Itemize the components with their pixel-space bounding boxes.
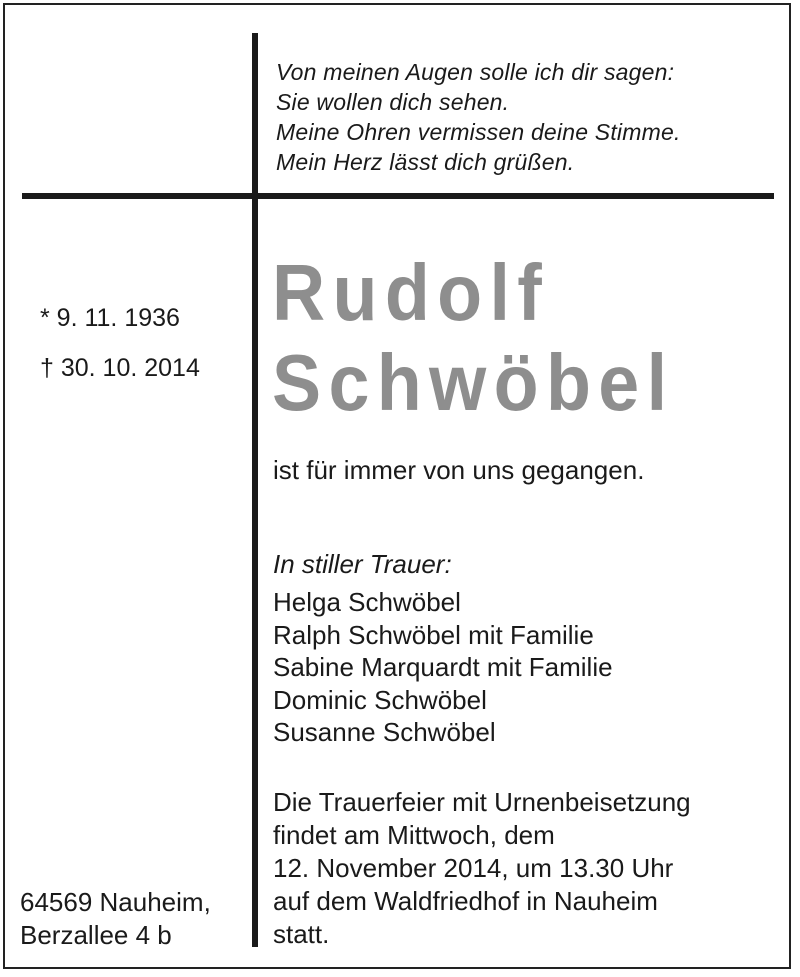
mourner-name: Dominic Schwöbel: [273, 684, 487, 715]
deceased-name: [272, 248, 674, 428]
life-dates: [40, 293, 200, 393]
mourner-name: Susanne Schwöbel: [273, 717, 496, 747]
poem-line: Sie wollen dich sehen.: [276, 89, 510, 115]
ceremony-line: auf dem Waldfriedhof in Nauheim: [273, 886, 658, 916]
poem-line: Von meinen Augen solle ich dir sagen:: [276, 59, 675, 85]
mourner-name: Ralph Schwöbel mit Familie: [273, 619, 594, 650]
mourner-name: Sabine Marquardt mit Familie: [273, 652, 613, 682]
ceremony-line: 12. November 2014, um 13.30 Uhr: [273, 853, 674, 883]
poem: [276, 57, 681, 177]
address-line: 64569 Nauheim,: [20, 887, 211, 917]
deceased-first-name: Rudolf: [272, 248, 550, 337]
ceremony-line: statt.: [273, 919, 330, 949]
deceased-last-name: Schwöbel: [272, 338, 675, 427]
address-line: Berzallee 4 b: [20, 920, 172, 950]
mourner-name: Helga Schwöbel: [273, 587, 461, 617]
ceremony-line: Die Trauerfeier mit Urnenbeisetzung: [273, 787, 691, 817]
death-date: † 30. 10. 2014: [40, 354, 200, 382]
mourning-title: In stiller Trauer:: [273, 549, 452, 579]
mourner-list: [273, 586, 613, 749]
poem-line: Meine Ohren vermissen deine Stimme.: [276, 119, 681, 145]
birth-date: * 9. 11. 1936: [40, 304, 180, 332]
poem-line: Mein Herz lässt dich grüßen.: [276, 149, 575, 175]
passing-statement: ist für immer von uns gegangen.: [273, 455, 645, 485]
ceremony-notice: [273, 786, 691, 951]
cross-vertical-bar: [252, 33, 258, 947]
ceremony-line: findet am Mittwoch, dem: [273, 820, 555, 850]
address: [20, 886, 211, 952]
cross-horizontal-bar: [22, 193, 774, 199]
